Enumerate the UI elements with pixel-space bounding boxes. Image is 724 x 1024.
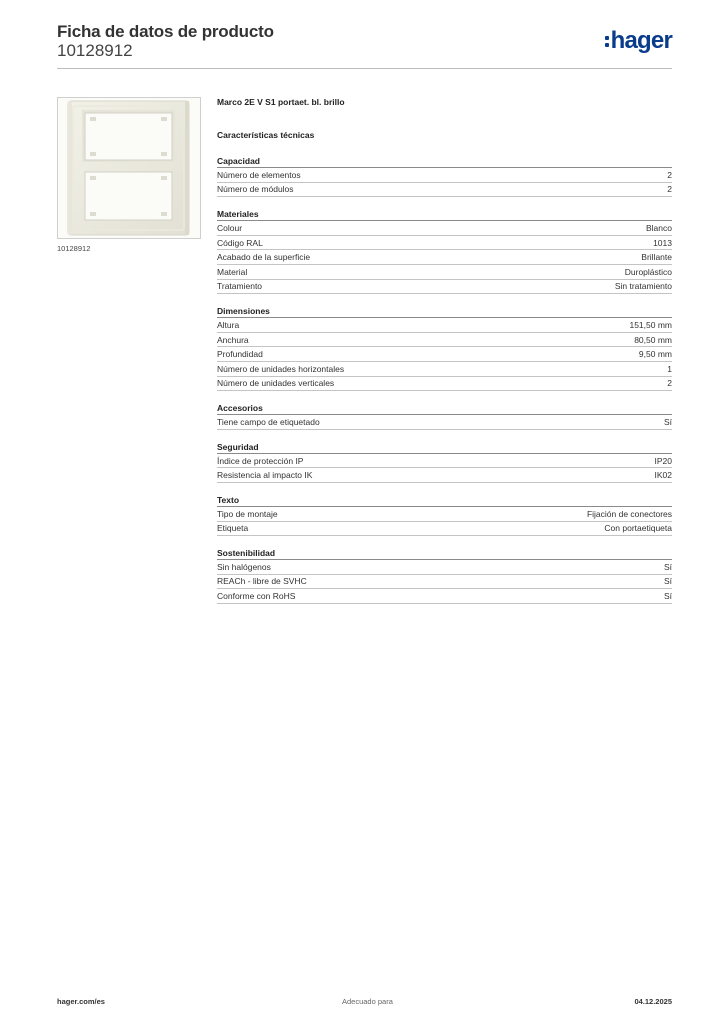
spec-section [217,154,672,197]
tech-specs-heading: Características técnicas [217,130,315,140]
spec-label: Número de unidades verticales [217,378,335,389]
spec-sections [217,154,672,604]
spec-label: Sin halógenos [217,561,271,572]
frame-illustration [58,98,200,238]
spec-label: Etiqueta [217,523,249,534]
spec-row [217,347,672,362]
spec-value: 1 [667,363,672,374]
section-title: Sostenibilidad [217,546,672,560]
spec-label: Profundidad [217,349,263,360]
footer-center-text: Adecuado para [342,997,393,1006]
spec-value: 2 [667,169,672,180]
spec-row [217,183,672,198]
image-caption: 10128912 [57,244,91,253]
spec-value: Sí [663,576,672,587]
spec-label: Número de módulos [217,184,294,195]
spec-row [217,522,672,537]
spec-value: 1013 [653,237,672,248]
page-title: Ficha de datos de producto [57,22,274,41]
spec-section [217,440,672,483]
section-title: Texto [217,493,672,507]
page-footer [57,997,672,1011]
spec-label: Tipo de montaje [217,508,278,519]
product-specs [217,97,672,604]
spec-value: Fijación de conectores [586,508,672,519]
spec-value: Brillante [641,252,672,263]
spec-value: Sí [663,591,672,602]
spec-row [217,318,672,333]
spec-value: 2 [667,184,672,195]
spec-label: Colour [217,222,243,233]
footer-website: hager.com/es [57,997,105,1006]
spec-row [217,468,672,483]
spec-label: Altura [217,319,240,330]
spec-label: Resistencia al impacto IK [217,470,313,481]
footer-date: 04.12.2025 [634,997,672,1006]
section-title: Accesorios [217,401,672,415]
spec-label: Índice de protección IP [217,455,304,466]
spec-section [217,546,672,604]
product-image [57,97,201,239]
page-header [57,20,672,70]
spec-row [217,415,672,430]
spec-section [217,401,672,430]
spec-label: Material [217,266,248,277]
spec-row [217,575,672,590]
spec-value: Blanco [646,222,672,233]
spec-row [217,280,672,295]
section-title: Capacidad [217,154,672,168]
spec-row [217,333,672,348]
hager-logo [605,27,672,55]
spec-row [217,168,672,183]
spec-row [217,454,672,469]
spec-row [217,560,672,575]
spec-value: 9,50 mm [638,349,672,360]
spec-row [217,507,672,522]
spec-value: Sí [663,561,672,572]
spec-label: REACh - libre de SVHC [217,576,307,587]
spec-label: Conforme con RoHS [217,591,296,602]
section-title: Materiales [217,207,672,221]
section-title: Seguridad [217,440,672,454]
hager-dots-icon [605,36,609,47]
spec-row [217,265,672,280]
spec-row [217,236,672,251]
spec-label: Código RAL [217,237,263,248]
spec-label: Anchura [217,334,249,345]
spec-row [217,221,672,236]
spec-section [217,304,672,391]
spec-section [217,493,672,536]
spec-label: Acabado de la superficie [217,252,311,263]
spec-value: 2 [667,378,672,389]
spec-label: Número de unidades horizontales [217,363,345,374]
spec-label: Tiene campo de etiquetado [217,416,320,427]
product-name: Marco 2E V S1 portaet. bl. brillo [217,97,345,107]
header-divider [57,68,672,69]
spec-row [217,362,672,377]
spec-value: Duroplástico [624,266,672,277]
spec-label: Número de elementos [217,169,301,180]
spec-value: Sí [663,416,672,427]
spec-row [217,377,672,392]
spec-value: Sin tratamiento [614,281,672,292]
spec-section [217,207,672,294]
spec-row [217,250,672,265]
section-title: Dimensiones [217,304,672,318]
logo-text: hager [610,27,672,54]
spec-label: Tratamiento [217,281,263,292]
spec-value: 151,50 mm [629,319,672,330]
spec-value: Con portaetiqueta [604,523,672,534]
spec-row [217,589,672,604]
spec-value: IK02 [654,470,672,481]
spec-value: 80,50 mm [634,334,672,345]
product-number: 10128912 [57,41,133,60]
spec-value: IP20 [654,455,672,466]
